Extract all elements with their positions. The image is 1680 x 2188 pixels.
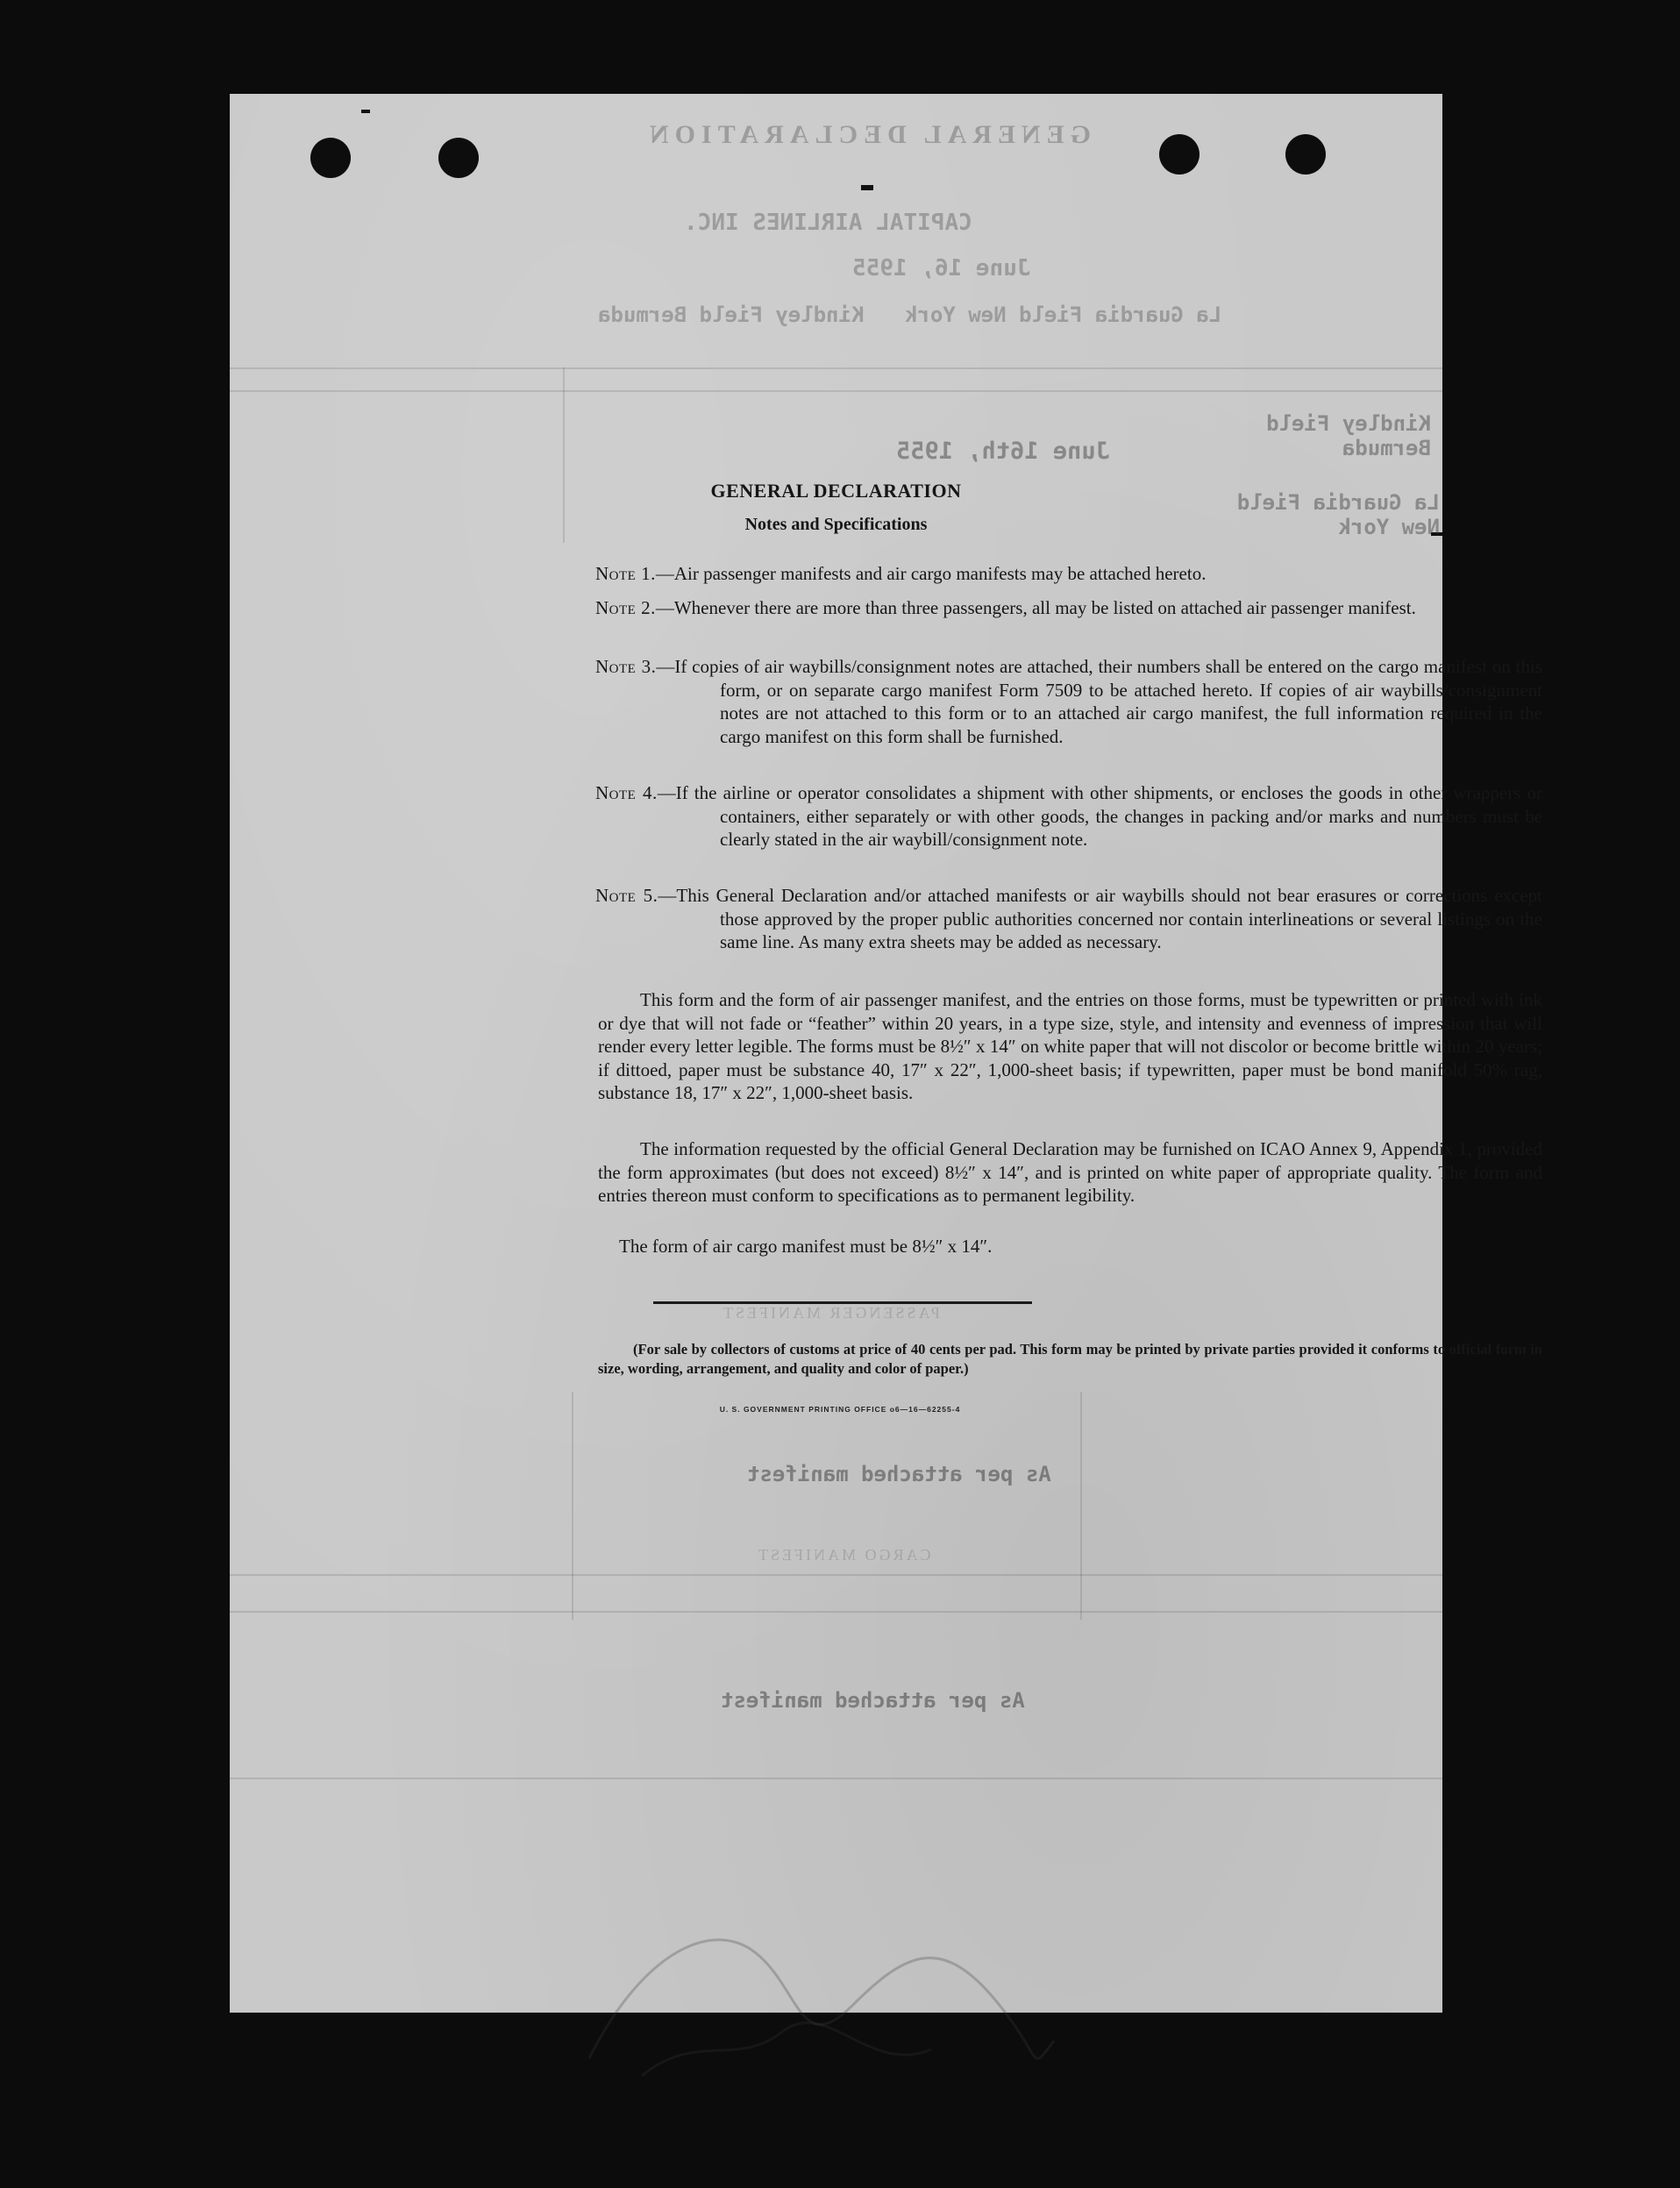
ghost-pax-header: PASSENGER MANIFEST bbox=[721, 1304, 940, 1322]
ghost-rule bbox=[230, 1574, 1442, 1576]
signature-scribble bbox=[537, 1900, 1063, 2120]
ghost-date: June 16, 1955 bbox=[852, 255, 1031, 282]
ghost-rule bbox=[230, 1611, 1442, 1613]
note-3-text: —If copies of air waybills/consignment notes are attached, their numbers shall be entered on the cargo manifest on this form, or on separate cargo manifest Form 7509 to be attached hereto. If copies of air waybills/consignment notes are not attached to this form or to an attached air cargo manifest, the full information required in the cargo manifest on this form shall be furnished. bbox=[656, 656, 1542, 747]
ghost-rule bbox=[572, 1392, 573, 1620]
ghost-airline: CAPITAL AIRLINES INC. bbox=[684, 210, 972, 236]
ghost-heading: GENERAL DECLARATION bbox=[644, 120, 1092, 149]
printing-office-line: U. S. GOVERNMENT PRINTING OFFICE o6—16—62255-4 bbox=[719, 1405, 961, 1414]
ghost-cargo-header: CARGO MANIFEST bbox=[756, 1546, 931, 1564]
note-2-label: Note 2. bbox=[595, 597, 656, 618]
ghost-rule bbox=[230, 1778, 1442, 1779]
ghost-rule bbox=[1080, 1392, 1082, 1620]
ghost-pax: As per attached manifest bbox=[747, 1462, 1051, 1486]
ghost-date2: June 16th, 1955 bbox=[896, 438, 1110, 465]
form-spec-paragraph: This form and the form of air passenger manifest, and the entries on those forms, must be typewritten or printed with ink or dye that will not fade or “feather” within 20 years, in a type size, style, and intensity and evenness of impression that will render every letter legible. The forms must be 8½″ x 14″ on white paper that will not discolor or become brittle within 20 years; if dittoed, paper must be substance 40, 17″ x 22″, 1,000-sheet basis; if typewritten, paper must be bond manifold 50% rag, substance 18, 17″ x 22″, 1,000-sheet basis. bbox=[598, 989, 1542, 1103]
document-page bbox=[230, 94, 1543, 2013]
page-subtitle: Notes and Specifications bbox=[744, 515, 928, 534]
corner-mark bbox=[361, 110, 370, 113]
ghost-destination-right: La Guardia Field New York bbox=[1236, 490, 1440, 539]
punch-hole-1 bbox=[310, 138, 351, 178]
note-5-label: Note 5. bbox=[595, 885, 658, 906]
note-4 bbox=[595, 781, 1542, 852]
ghost-rule bbox=[230, 390, 1442, 392]
note-3 bbox=[595, 655, 1542, 748]
note-1 bbox=[595, 562, 1542, 586]
page-title: GENERAL DECLARATION bbox=[710, 480, 962, 502]
ghost-route: Kindley Field Bermuda bbox=[598, 303, 865, 327]
punch-hole-4 bbox=[1285, 134, 1326, 175]
cargo-size-paragraph: The form of air cargo manifest must be 8½″ x 14″. bbox=[619, 1236, 993, 1257]
corner-mark bbox=[861, 185, 873, 190]
ghost-rule bbox=[230, 367, 1442, 369]
ghost-cargo: As per attached manifest bbox=[721, 1688, 1025, 1713]
note-2-text: —Whenever there are more than three passengers, all may be listed on attached air passenger manifest. bbox=[655, 597, 1416, 618]
icao-paragraph: The information requested by the official General Declaration may be furnished on ICAO Annex 9, Appendix 1, provided the form approximates (but does not exceed) 8½″ x 14″, and is printed on white paper of appropriate quality. The form and entries thereon must conform to specifications as to permanent legibility. bbox=[598, 1138, 1542, 1206]
note-3-label: Note 3. bbox=[595, 656, 657, 677]
note-1-label: Note 1. bbox=[595, 563, 656, 584]
punch-hole-2 bbox=[438, 138, 479, 178]
ghost-origin-right: Kindley Field Bermuda bbox=[1266, 411, 1431, 460]
note-5-text: —This General Declaration and/or attached manifests or air waybills should not bear erasures or corrections except those approved by the proper public authorities concerned nor contain interlineations or several listings on the same line. As many extra sheets may be added as necessary. bbox=[658, 885, 1542, 952]
note-4-text: —If the airline or operator consolidates a shipment with other shipments, or encloses the goods in other wrappers or containers, either separately or with other goods, the changes in packing and/or marks and numbers must be clearly stated in the air waybill/consignment note. bbox=[657, 782, 1543, 850]
note-4-label: Note 4. bbox=[595, 782, 658, 803]
sale-notice: (For sale by collectors of customs at price of 40 cents per pad. This form may be printed by private parties provided it conforms to official form in size, wording, arrangement, and quality and color of paper.) bbox=[598, 1341, 1542, 1377]
ghost-destination: La Guardia Field New York bbox=[905, 303, 1222, 327]
note-5 bbox=[595, 884, 1542, 954]
punch-hole-3 bbox=[1159, 134, 1199, 175]
note-2 bbox=[595, 596, 1542, 620]
separator-rule bbox=[653, 1301, 1032, 1304]
note-1-text: —Air passenger manifests and air cargo manifests may be attached hereto. bbox=[655, 563, 1207, 584]
